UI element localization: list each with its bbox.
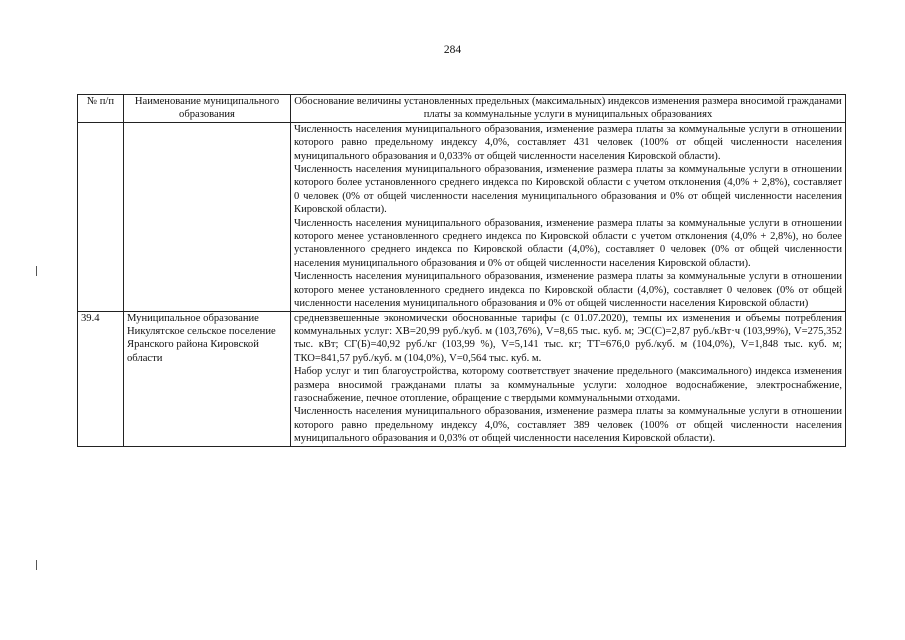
municipality-name-cell — [124, 122, 291, 311]
header-number: № п/п — [78, 95, 124, 123]
paragraph: Численность населения муниципального образования, изменение размера платы за коммунальные услуги в отношении которого более установленного среднего индекса по Кировской области с учетом отклонения (4,0% + 2,8%), составляет 0 человек (0% от общей численности населения муниципального образования и 0% от общей численности населения Кировской области). — [294, 164, 842, 216]
paragraph: Набор услуг и тип благоустройства, которому соответствует значение предельного (максимального) индекса изменения размера вносимой гражданами платы за коммунальные услуги: холодное водоснабжение, электроснабжение, газоснабжение, печное отопление, обращение с твердыми коммунальными отходами. — [294, 366, 842, 404]
tariff-justification-table — [77, 94, 846, 447]
justification-cell — [291, 122, 846, 311]
scan-artifact — [36, 560, 37, 570]
municipality-name-cell: Муниципальное образование Никулятское сельское поселение Яранского района Кировской области — [124, 311, 291, 446]
row-number-cell: 39.4 — [78, 311, 124, 446]
table-row-39-4 — [78, 311, 846, 446]
paragraph: Численность населения муниципального образования, изменение размера платы за коммунальные услуги в отношении которого равно предельному индексу 4,0%, составляет 389 человек (100% от общей численности населения муниципального образования и 0,03% от общей численности населения Кировской области). — [294, 406, 842, 445]
header-justification: Обоснование величины установленных предельных (максимальных) индексов изменения размера вносимой гражданами платы за коммунальные услуги в муниципальных образованиях — [291, 95, 846, 123]
paragraph: средневзвешенные экономически обоснованные тарифы (с 01.07.2020), темпы их изменения и объемы потребления коммунальных услуг: ХВ=20,99 руб./куб. м (103,76%), V=8,65 тыс. куб. м; ЭС(С)=2,87 руб./кВт·ч (103,99%), V=275,352 тыс. кВт; СГ(Б)=40,92 руб./кг (103,99 %), V=5,141 тыс. кг; ТТ=676,0 руб./куб. м (104,0%), V=1,848 тыс. куб. м; ТКО=841,57 руб./куб. м (104,0%), V=0,564 тыс. куб. м. — [294, 312, 842, 364]
header-municipality-name: Наименование муниципального образования — [124, 95, 291, 123]
paragraph: Численность населения муниципального образования, изменение размера платы за коммунальные услуги в отношении которого равно предельному индексу 4,0%, составляет 431 человек (100% от общей численности населения муниципального образования и 0,033% от общей численности населения Кировской области). — [294, 123, 842, 162]
justification-cell — [291, 311, 846, 446]
table-row-continued — [78, 122, 846, 311]
table-header-row — [78, 95, 846, 123]
row-number-cell — [78, 122, 124, 311]
paragraph: Численность населения муниципального образования, изменение размера платы за коммунальные услуги в отношении которого менее установленного среднего индекса по Кировской области (4,0%), составляет 0 человек (0% от общей численности населения муниципального образования и 0% от общей численности населения Кировской области) — [294, 271, 842, 310]
scan-artifact — [36, 266, 37, 276]
paragraph: Численность населения муниципального образования, изменение размера платы за коммунальные услуги в отношении которого менее установленного среднего индекса по Кировской области с учетом отклонения (4,0% + 2,8%), но более установленного среднего индекса по Кировской области (4,0%), составляет 0 человек (0% от общей численности населения муниципального образования и 0% от общей численности населения Кировской области). — [294, 217, 842, 269]
page-number: 284 — [443, 44, 462, 56]
